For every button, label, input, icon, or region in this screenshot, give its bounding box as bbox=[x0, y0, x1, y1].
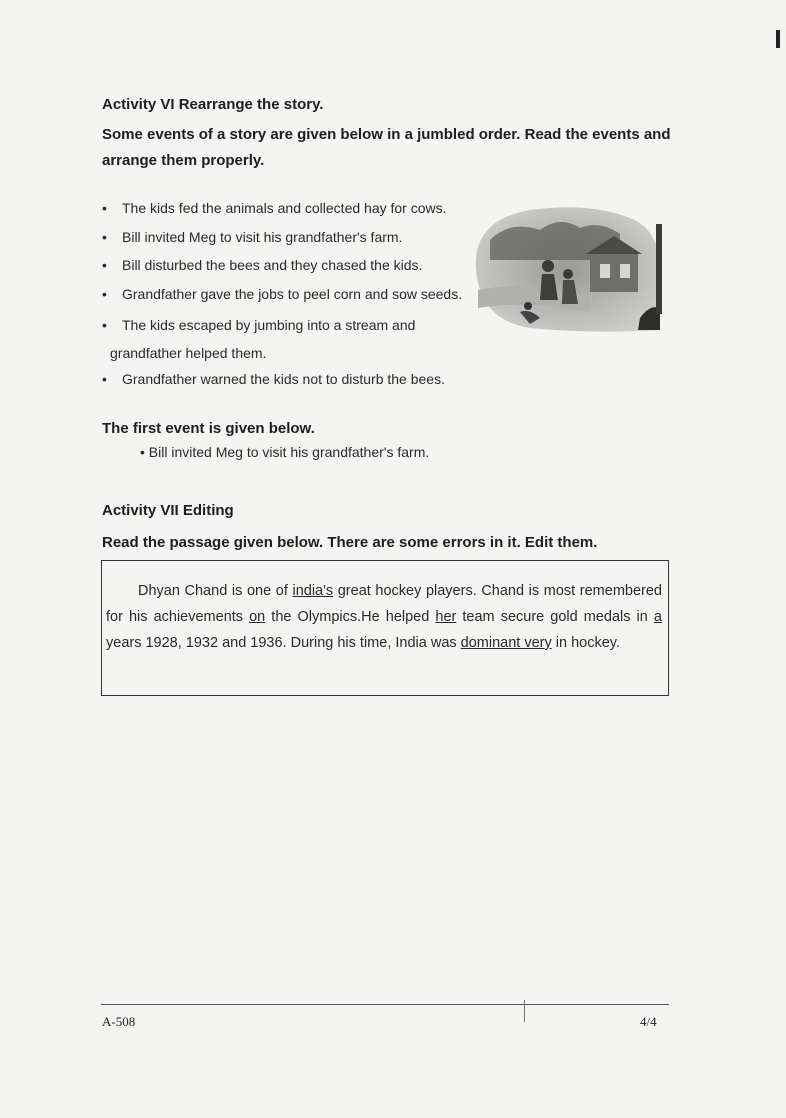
passage-text: Dhyan Chand is one of bbox=[138, 583, 293, 599]
event-item-continuation: grandfather helped them. bbox=[110, 345, 267, 362]
event-item: • Bill invited Meg to visit his grandfather's farm. bbox=[100, 226, 480, 255]
passage-text: years 1928, 1932 and 1936. During his time, India was bbox=[106, 635, 461, 651]
error-word: india's bbox=[292, 583, 334, 599]
event-item: • Grandfather gave the jobs to peel corn and sow seeds. bbox=[100, 283, 480, 312]
footer-tick bbox=[524, 1000, 525, 1022]
event-item: • The kids fed the animals and collected hay for cows. bbox=[100, 197, 480, 226]
error-word: on bbox=[249, 609, 266, 625]
page-edge-mark bbox=[776, 30, 780, 48]
error-word: a bbox=[653, 609, 662, 625]
event-item bbox=[100, 311, 482, 368]
error-word: her bbox=[435, 609, 457, 625]
activity-7-instruction: Read the passage given below. There are some errors in it. Edit them. bbox=[102, 534, 598, 551]
jumbled-events-list bbox=[100, 197, 480, 397]
event-item: • Bill disturbed the bees and they chased the kids. bbox=[100, 254, 480, 283]
paper-code: A-508 bbox=[102, 1014, 136, 1029]
passage-text: team secure gold medals in bbox=[456, 609, 654, 625]
page-number: 4/4 bbox=[640, 1014, 657, 1029]
editing-passage bbox=[106, 578, 662, 656]
event-item: • Grandfather warned the kids not to disturb the bees. bbox=[100, 368, 480, 397]
activity-6-instruction: Some events of a story are given below in a jumbled order. Read the events and arrange them properly. bbox=[102, 126, 671, 169]
event-item-text: The kids escaped by jumbing into a stream and bbox=[122, 317, 416, 334]
passage-text: great hockey players. Chand is most remembered for his achievements bbox=[106, 583, 662, 625]
error-word: dominant very bbox=[460, 635, 552, 651]
farm-illustration bbox=[470, 200, 662, 334]
passage-text: in hockey. bbox=[551, 635, 620, 651]
footer-rule bbox=[101, 1004, 669, 1005]
first-event: • Bill invited Meg to visit his grandfather's farm. bbox=[140, 444, 430, 460]
first-event-heading: The first event is given below. bbox=[102, 420, 315, 437]
activity-6-title: Activity VI Rearrange the story. bbox=[102, 96, 324, 113]
passage-text: the Olympics.He helped bbox=[265, 609, 436, 625]
activity-7-title: Activity VII Editing bbox=[102, 502, 234, 519]
